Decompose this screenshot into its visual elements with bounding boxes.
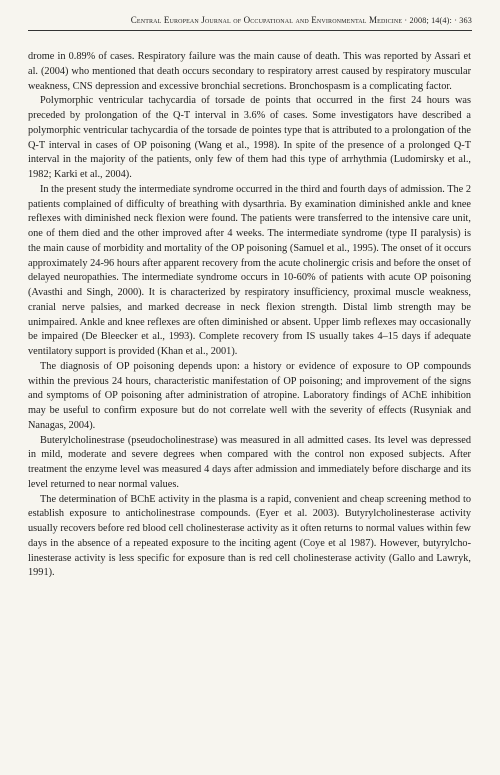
paragraph-bche-activity: The determination of BChE activity in the plasma is a rapid, convenient and cheap screening method to establish exposure to anticholinestrase compounds. (Eyer et al. 2003). Butyrylcholinesterase activity usually recovers before red blood cell cholinesterase activity as it often returns to normal values within few days in the absence of a repeated exposure to the inciting agent (Coye et al 1987). However, butyrylcholinesterase activity is less specific for exposure than is red cell cholinesterase activity (Gallo and Lawryk, 1991). bbox=[28, 493, 471, 579]
running-header bbox=[28, 15, 472, 25]
paragraph-butyrylcholinesterase: Buterylcholinestrase (pseudocholinestrase) was measured in all admitted cases. Its level was depressed in mild, moderate and severe degrees when compared with the control non exposed subjects. After treatment the enzyme level was measured 4 days after admission and immediately before discharge and its level returned to near normal values. bbox=[28, 434, 471, 490]
header-separator: · bbox=[404, 16, 410, 25]
journal-title: Central European Journal of Occupational and Environmental Medicine bbox=[130, 15, 403, 25]
paragraph-continuation: drome in 0.89% of cases. Respiratory failure was the main cause of death. This was reported by Assari et al. (2004) who mentioned that death occurs secondary to respiratory arrest caused by respiratory muscular weakness, CNS depression and excessive bronchial secretions. Bronchospasm is a complicating factor. bbox=[28, 51, 471, 92]
header-rule bbox=[28, 30, 472, 31]
page-number: 363 bbox=[459, 16, 472, 25]
article-body bbox=[28, 50, 471, 581]
paragraph-diagnosis: The diagnosis of OP poisoning depends upon: a history or evidence of exposure to OP compounds within the previous 24 hours, characteristic manifestation of OP poisoning; and improvement of the signs and symptoms of OP poisoning after administration of atropine. Laboratory findings of AChE inhibition may be useful to confirm exposure but do not correlate well with the severity of effects (Rusyniak and Nanagas, 2004). bbox=[28, 360, 471, 431]
header-separator: · bbox=[454, 16, 460, 25]
paragraph-qt-interval: Polymorphic ventricular tachycardia of torsade de points that occurred in the first 24 hours was preceded by prolongation of the Q-T interval in 3.6% of cases. Some investigators have described a polymorphic ventricular tachycardia of the torsade de pointes type that is attributed to a prolongation of the Q-T interval in cases of OP poisoning (Wang et al., 1998). In spite of the presence of a prolonged Q-T interval in the majority of the patients, only few of them had this type of arrhythmia (Ludomirsky et al., 1982; Karki et al., 2004). bbox=[28, 95, 471, 180]
paragraph-intermediate-syndrome: In the present study the intermediate syndrome occurred in the third and fourth days of admission. The 2 patients complained of difficulty of breathing with dysarthria. By examination diminished ankle and knee reflexes with diminished neck flexion were found. The patients were transferred to the intensive care unit, one of them died and the other improved after 4 weeks. The intermediate syndrome (type II paralysis) is the main cause of morbidity and mortality of the OP poisoning (Samuel et al., 1995). The onset of it occurs approximately 24-96 hours after apparent recovery from the acute cholinergic crisis and before the onset of delayed neuropathies. The intermediate syndrome occurs in 10-60% of patients with acute OP poisoning (Avasthi and Singh, 2000). It is characterized by respiratory insufficiency, proximal muscle weakness, cranial nerve palsies, and marked decrease in neck flexion strength. Distal limb strength may be unimpaired. Ankle and knee reflexes are often diminished or absent. Upper limb reflexes may occasionally be impaired (De Bleecker et al., 1993). Complete recovery from IS usually takes 4–15 days if adequate ventilatory support is provided (Khan et al., 2001). bbox=[28, 183, 471, 357]
issue-info: 2008; 14(4): bbox=[409, 16, 452, 25]
